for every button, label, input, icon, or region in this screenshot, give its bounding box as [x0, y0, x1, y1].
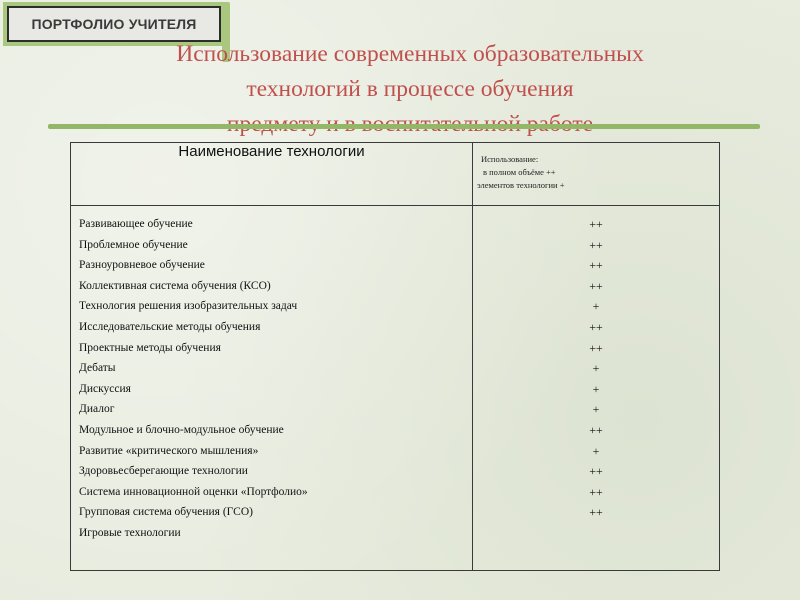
technology-name: Дебаты [79, 362, 116, 375]
table-body-row [71, 206, 720, 571]
technology-name: Групповая система обучения (ГСО) [79, 506, 253, 519]
technology-usage-value: ++ [589, 505, 603, 520]
usage-legend-full: в полном объёме ++ [483, 167, 556, 177]
technology-name: Развивающее обучение [79, 218, 193, 230]
slide-title-line-1: Использование современных образовательных [176, 41, 644, 67]
technology-name: Разноуровневое обучение [79, 259, 205, 272]
usage-legend-title: Использование: [481, 154, 539, 164]
technology-name: Модульное и блочно-модульное обучение [79, 423, 284, 436]
technology-usage-value: ++ [589, 422, 603, 437]
technology-name: Диалог [79, 403, 115, 416]
technology-name: Исследовательские методы обучения [79, 320, 261, 333]
technology-usage-value: ++ [589, 340, 603, 355]
table-header-row [71, 143, 720, 206]
technology-usage-value: ++ [589, 319, 603, 334]
technology-usage-value: + [592, 381, 600, 396]
technology-name: Дискуссия [79, 382, 131, 395]
technology-usage-value: ++ [589, 278, 603, 293]
technologies-table [70, 142, 720, 571]
technology-usage-value: ++ [589, 217, 603, 231]
usage-legend-partial: элементов технологии + [477, 180, 565, 190]
technology-name: Проблемное обучение [79, 238, 188, 251]
technology-names-cell [71, 206, 473, 571]
technology-usage-value: ++ [589, 237, 603, 252]
slide-title-line-2: технологий в процессе обучения [246, 76, 574, 102]
technology-usage-value: ++ [589, 464, 603, 479]
technology-usage-value: + [592, 299, 600, 314]
technology-usage-value: + [592, 361, 600, 376]
header-technology-name: Наименование технологии [71, 143, 473, 206]
technology-usage-value: + [592, 443, 600, 458]
technology-name: Развитие «критического мышления» [79, 444, 259, 457]
technology-name: Здоровьесберегающие технологии [79, 465, 248, 478]
technology-name: Проектные методы обучения [79, 341, 221, 354]
technology-name: Технология решения изобразительных задач [79, 300, 298, 313]
technology-name: Игровые технологии [79, 526, 181, 539]
header-usage-legend [473, 143, 720, 206]
technology-usage-value: ++ [589, 484, 603, 499]
technology-usage-value: ++ [589, 258, 603, 273]
portfolio-badge-label: ПОРТФОЛИО УЧИТЕЛЯ [7, 6, 221, 42]
title-underline-rule [48, 124, 760, 129]
technology-name: Коллективная система обучения (КСО) [79, 279, 271, 292]
technology-usage-value: + [592, 402, 600, 417]
technology-name: Система инновационной оценки «Портфолио» [79, 485, 308, 498]
technology-usage-cell [473, 206, 720, 571]
